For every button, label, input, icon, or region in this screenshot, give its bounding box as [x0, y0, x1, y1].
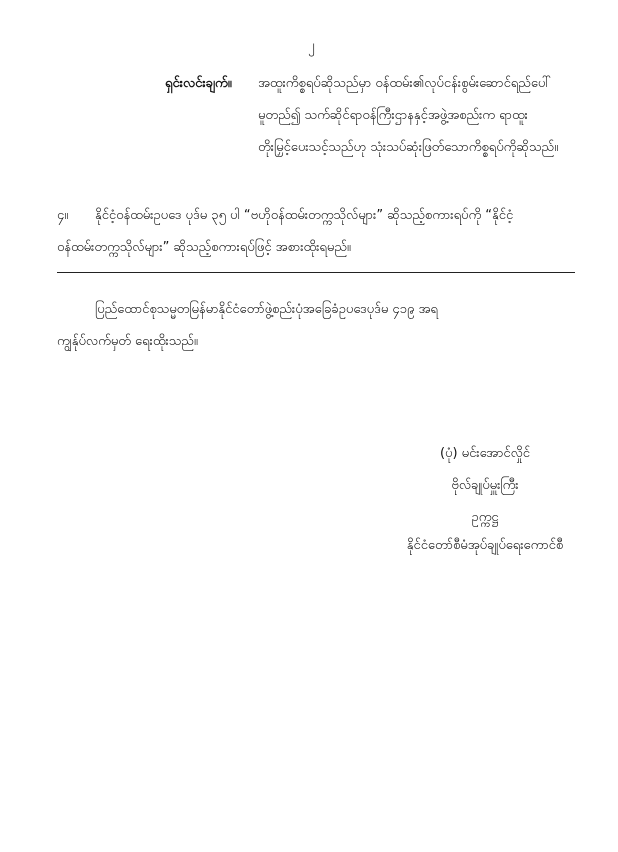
closing-line-2: ကျွန်ုပ်လက်မှတ် ရေးထိုးသည်။	[57, 334, 198, 349]
explanation-line-1: အထူးကိစ္စရပ်ဆိုသည်မှာ ဝန်ထမ်း၏လုပ်ငန်းစွမ်းဆောင်ရည်ပေါ်	[258, 76, 552, 91]
signature-rank: ဗိုလ်ချုပ်မှူးကြီး	[451, 478, 519, 493]
horizontal-rule	[57, 272, 575, 273]
section-4-line-1: နိုင်ငံ့ဝန်ထမ်းဥပဒေ ပုဒ်မ ၃၅ ပါ “ဗဟိုဝန်ထမ်းတက္ကသိုလ်များ” ဆိုသည့်စကားရပ်ကို “နိုင်ငံ့	[95, 208, 514, 223]
explanation-heading: ရှင်းလင်းချက်။	[165, 76, 232, 91]
section-4-line-2: ဝန်ထမ်းတက္ကသိုလ်များ” ဆိုသည့်စကားရပ်ဖြင့် အစားထိုးရမည်။	[57, 240, 351, 255]
closing-line-1: ပြည်ထောင်စုသမ္မတမြန်မာနိုင်ငံတော်ဖွဲ့စည်းပုံအခြေခံဥပဒေပုဒ်မ ၄၁၉ အရ	[95, 302, 438, 317]
page-number: ၂	[308, 38, 315, 54]
explanation-line-3: တိုးမြှင့်ပေးသင့်သည်ဟု သုံးသပ်ဆုံးဖြတ်သောကိစ္စရပ်ကိုဆိုသည်။	[258, 140, 559, 155]
signature-organization: နိုင်ငံတော်စီမံအုပ်ချုပ်ရေးကောင်စီ	[406, 538, 564, 553]
signature-position: ဥက္ကဋ္ဌ	[471, 510, 499, 525]
signature-name: (ပုံ) မင်းအောင်လှိုင်	[439, 446, 531, 461]
section-4-number: ၄။	[57, 208, 69, 223]
explanation-line-2: မူတည်၍ သက်ဆိုင်ရာဝန်ကြီးဌာနနှင့်အဖွဲ့အစည်းက ရာထူး	[258, 108, 528, 123]
